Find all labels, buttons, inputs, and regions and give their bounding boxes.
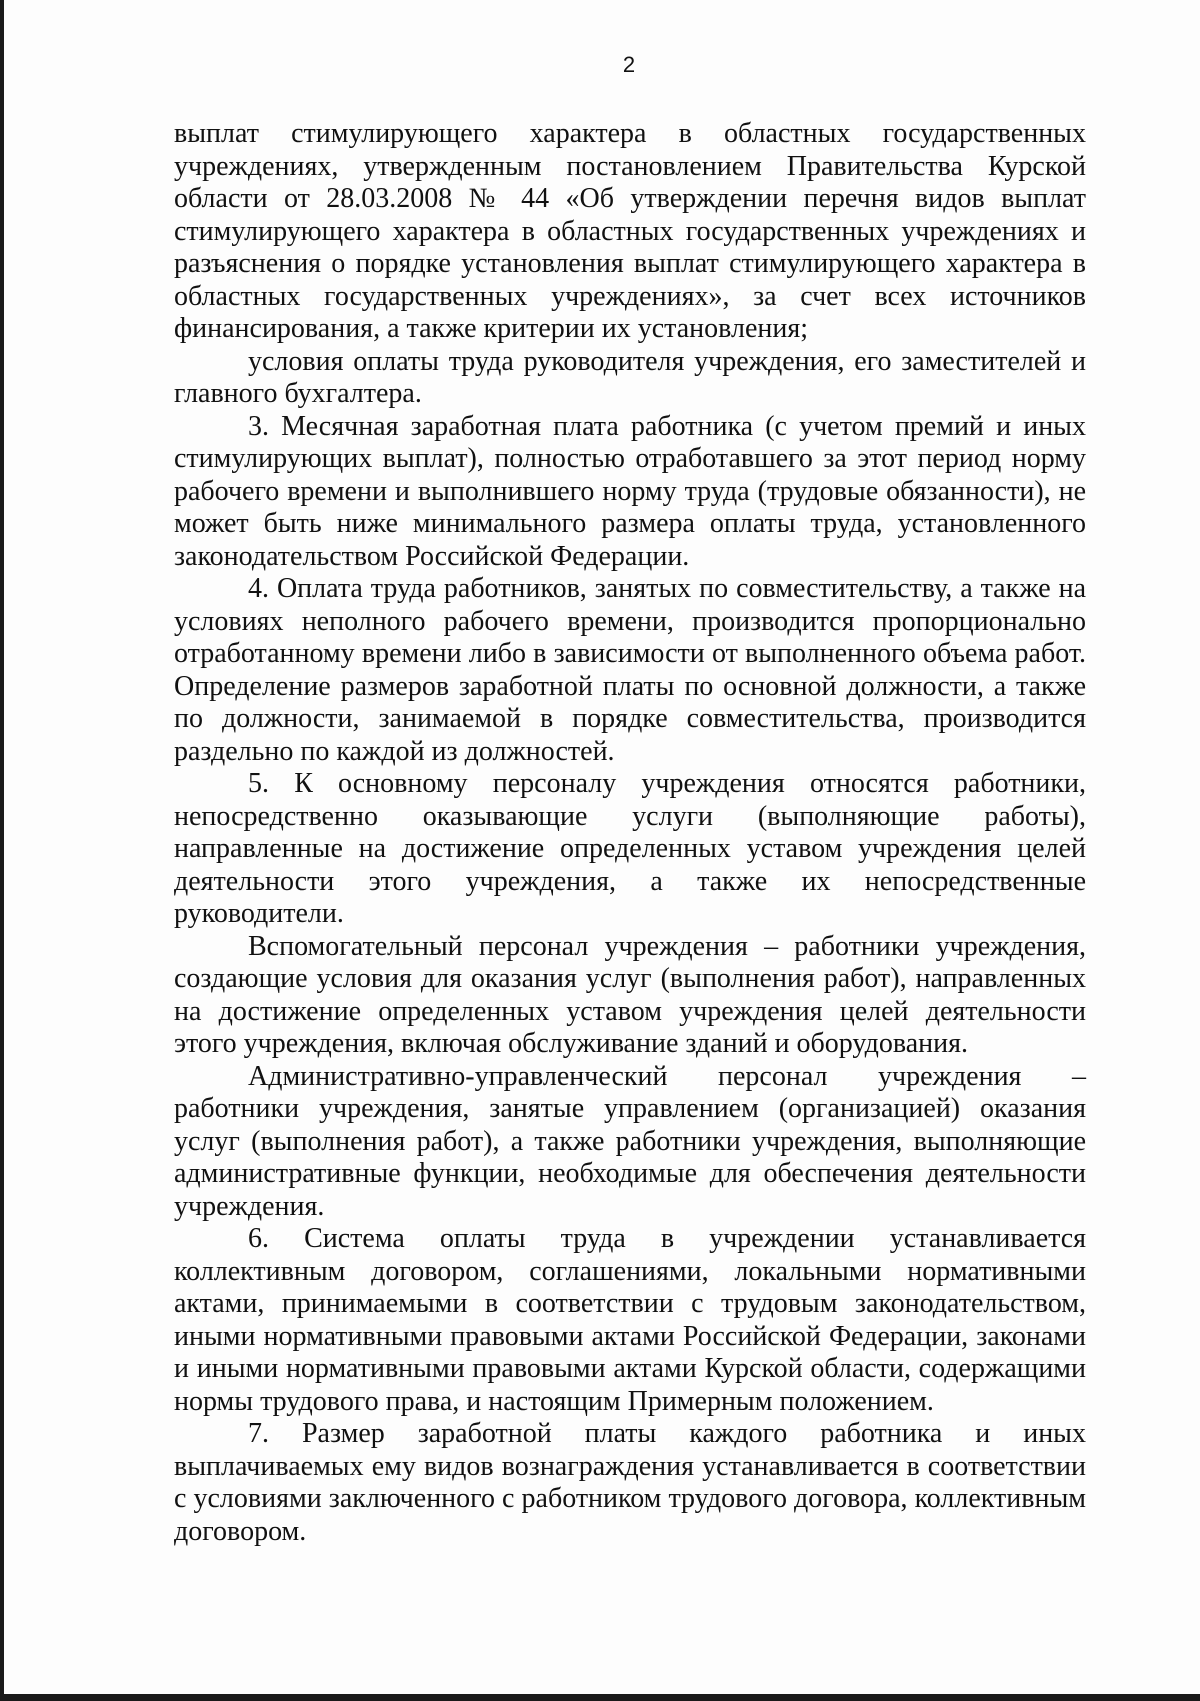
paragraph: Вспомогательный персонал учреждения – работники учреждения, создающие условия для оказания услуг (выполнения работ), направленных на достижение определенных уставом учреждения целей деятельности этого учреждения, включая обслуживание зданий и оборудования.	[174, 930, 1086, 1059]
page-number: 2	[622, 52, 636, 77]
paragraph-item-3: 3. Месячная заработная плата работника (с учетом премий и иных стимулирующих выплат), полностью отработавшего за этот период норму рабочего времени и выполнившего норму труда (трудовые обязанности), не может быть ниже минимального размера оплаты труда, установленного законодательством Российской Федерации.	[174, 410, 1086, 572]
paragraph-item-4: 4. Оплата труда работников, занятых по совместительству, а также на условиях неполного рабочего времени, производится пропорционально отработанному времени либо в зависимости от выполненного объема работ. Определение размеров заработной платы по основной должности, а также по должности, занимаемой в порядке совместительства, производится раздельно по каждой из должностей.	[174, 573, 1086, 767]
scan-edge-bottom	[0, 1694, 1200, 1701]
paragraph: Административно-управленческий персонал учреждения – работники учреждения, занятые управлением (организацией) оказания услуг (выполнения работ), а также работники учреждения, выполняющие административные функции, необходимые для обеспечения деятельности учреждения.	[174, 1060, 1086, 1222]
paragraph-item-5: 5. К основному персоналу учреждения относятся работники, непосредственно оказывающие услуги (выполняющие работы), направленные на достижение определенных уставом учреждения целей деятельности этого учреждения, а также их непосредственные руководители.	[174, 768, 1086, 929]
paragraph: условия оплаты труда руководителя учреждения, его заместителей и главного бухгалтера.	[174, 345, 1086, 409]
paragraph-item-6: 6. Система оплаты труда в учреждении устанавливается коллективным договором, соглашениями, локальными нормативными актами, принимаемыми в соответствии с трудовым законодательством, иными нормативными правовыми актами Российской Федерации, законами и иными нормативными правовыми актами Курской области, содержащими нормы трудового права, и настоящим Примерным положением.	[174, 1223, 1086, 1417]
paragraph-item-7: 7. Размер заработной платы каждого работника и иных выплачиваемых ему видов вознаграждения устанавливается в соответствии с условиями заключенного с работником трудового договора, коллективным договором.	[174, 1418, 1086, 1547]
scan-edge-left	[0, 0, 4, 1701]
document-body	[174, 118, 1086, 1548]
paragraph-continuation: выплат стимулирующего характера в областных государственных учреждениях, утвержденным постановлением Правительства Курской области от 28.03.2008 № 44 «Об утверждении перечня видов выплат стимулирующего характера в областных государственных учреждениях и разъяснения о порядке установления выплат стимулирующего характера в областных государственных учреждениях», за счет всех источников финансирования, а также критерии их установления;	[174, 118, 1086, 344]
